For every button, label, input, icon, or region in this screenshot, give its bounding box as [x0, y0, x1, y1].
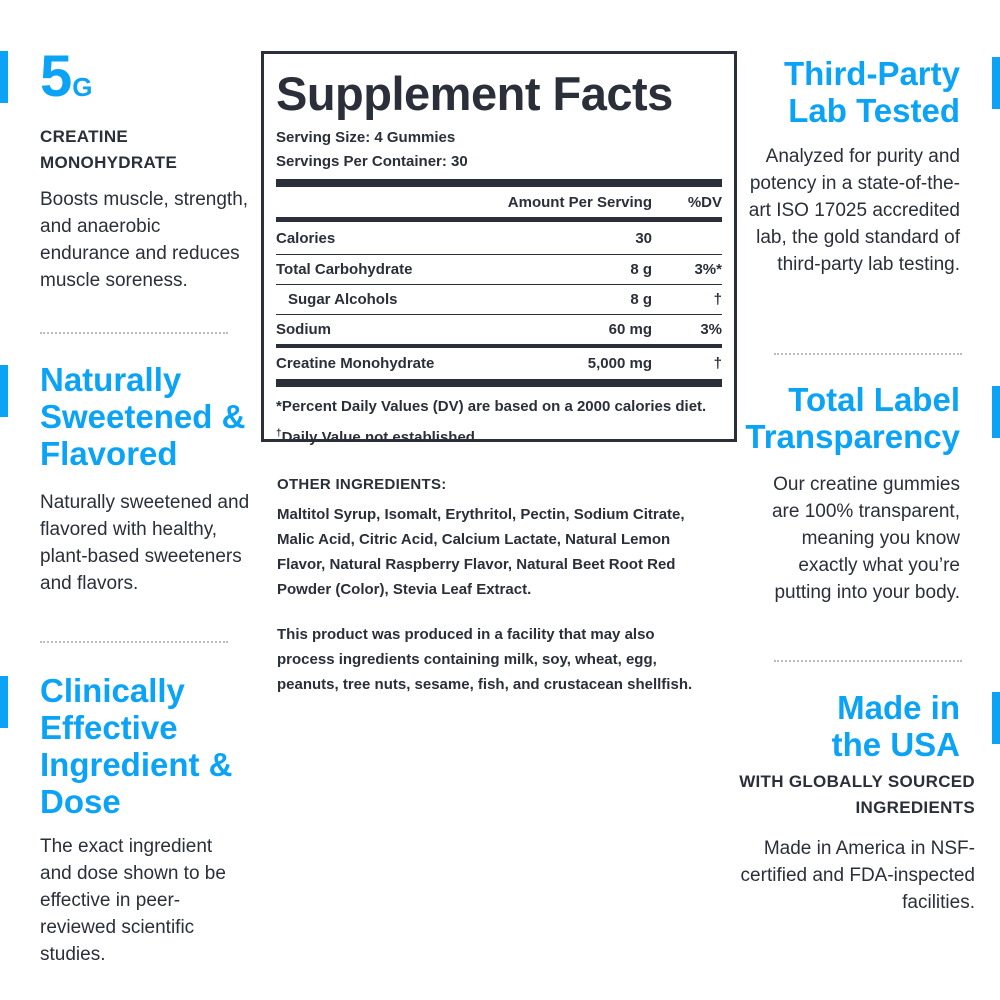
dv-not-established-footnote: [276, 420, 722, 451]
feature-creatine: [40, 44, 250, 294]
facts-header-row: [276, 187, 722, 222]
divider-right-1: [774, 353, 962, 355]
nutrient-name: Creatine Monohydrate: [276, 355, 435, 372]
nutrient-amount: 5,000 mg: [587, 355, 652, 372]
facts-rule-top: [276, 179, 722, 187]
dagger-mark: †: [276, 428, 282, 439]
facts-title: Supplement Facts: [276, 67, 673, 120]
transparency-description: Our creatine gummies are 100% transparent, meaning you know exactly what you’re putting into your body.: [771, 474, 960, 603]
supplement-facts-panel: [261, 51, 737, 446]
facts-row: [276, 285, 722, 315]
nutrient-amount: 30: [635, 229, 652, 247]
nutrient-name: Calories: [276, 229, 336, 247]
transparency-heading: Total Label Transparency: [745, 381, 960, 455]
nutrient-name: Total Carbohydrate: [276, 261, 413, 278]
usa-heading: Made in the USA: [831, 689, 960, 763]
nutrient-amount: 8 g: [630, 291, 652, 308]
servings-per-container: Servings Per Container: 30: [276, 153, 468, 170]
creatine-description: Boosts muscle, strength, and anaerobic endurance and reduces muscle soreness.: [40, 189, 249, 291]
lab-tested-heading: Third-Party Lab Tested: [783, 55, 960, 129]
nutrient-dv: 3%: [700, 321, 722, 338]
header-dv: %DV: [687, 193, 722, 211]
nutrient-name: Sodium: [276, 321, 331, 338]
allergen-statement: This product was produced in a facility that may also process ingredients containing milk, soy, wheat, egg, peanuts, tree nuts, sesame, fish, and crustacean shellfish.: [277, 626, 693, 693]
clinical-heading: Clinically Effective Ingredient & Dose: [40, 672, 233, 820]
nutrient-dv: †: [713, 355, 722, 372]
other-ingredients-list: Maltitol Syrup, Isomalt, Erythritol, Pectin, Sodium Citrate, Malic Acid, Citric Acid, Calcium Lactate, Natural Lemon Flavor, Natural Raspberry Flavor, Natural Beet Root Red Powder (Color), Stevia Leaf Extract.: [277, 506, 685, 598]
creatine-dose-number: 5: [40, 44, 73, 109]
sweetened-heading: Naturally Sweetened & Flavored: [40, 361, 246, 472]
accent-bar-left-1: [0, 51, 8, 103]
facts-row: [276, 222, 722, 255]
feature-sweetened: [40, 361, 250, 597]
feature-clinical: [40, 672, 250, 968]
accent-bar-left-3: [0, 676, 8, 728]
other-ingredients-heading: OTHER INGREDIENTS:: [277, 476, 447, 493]
feature-lab-tested: [735, 55, 960, 278]
lab-tested-description: Analyzed for purity and potency in a state-of-the-art ISO 17025 accredited lab, the gold standard of third-party lab testing.: [748, 146, 960, 275]
facts-row: [276, 255, 722, 285]
feature-made-in-usa: [735, 689, 975, 916]
facts-row: [276, 315, 722, 348]
divider-left-2: [40, 641, 228, 643]
accent-bar-left-2: [0, 365, 8, 417]
nutrient-dv: †: [713, 291, 722, 308]
usa-subtitle: WITH GLOBALLY SOURCED INGREDIENTS: [739, 772, 975, 817]
accent-bar-right-2: [992, 386, 1000, 438]
accent-bar-right-3: [992, 692, 1000, 744]
creatine-dose: [40, 44, 250, 114]
divider-right-2: [774, 660, 962, 662]
header-amount: Amount Per Serving: [507, 193, 652, 211]
clinical-description: The exact ingredient and dose shown to be effective in peer-reviewed scientific studies.: [40, 836, 226, 965]
divider-left-1: [40, 332, 228, 334]
accent-bar-right-1: [992, 57, 1000, 109]
serving-size: Serving Size: 4 Gummies: [276, 129, 456, 146]
nutrient-dv: 3%*: [694, 261, 722, 278]
other-ingredients: [277, 476, 727, 697]
nutrient-name: Sugar Alcohols: [288, 291, 398, 308]
usa-description: Made in America in NSF-certified and FDA-inspected facilities.: [740, 838, 975, 913]
dv-footnote: *Percent Daily Values (DV) are based on a 2000 calories diet.: [276, 398, 707, 415]
nutrient-amount: 8 g: [630, 261, 652, 278]
dv-not-established-text: Daily Value not established.: [281, 429, 480, 446]
facts-rule-bottom: [276, 379, 722, 387]
creatine-dose-unit: G: [72, 72, 93, 102]
facts-row: [276, 348, 722, 379]
feature-transparency: [735, 381, 960, 606]
creatine-subtitle: CREATINE MONOHYDRATE: [40, 127, 178, 172]
nutrient-amount: 60 mg: [608, 321, 652, 338]
sweetened-description: Naturally sweetened and flavored with healthy, plant-based sweeteners and flavors.: [40, 492, 250, 594]
